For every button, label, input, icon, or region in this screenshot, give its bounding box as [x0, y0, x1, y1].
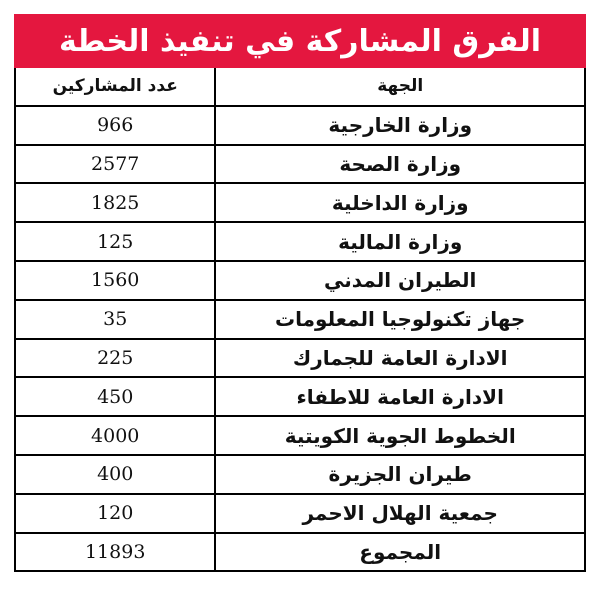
entity-name: طيران الجزيرة	[215, 455, 585, 494]
participant-count: 400	[15, 455, 215, 494]
table-row	[15, 183, 585, 222]
entity-name: جهاز تكنولوجيا المعلومات	[215, 300, 585, 339]
participant-count: 1825	[15, 183, 215, 222]
table-row	[15, 106, 585, 145]
entity-name: الادارة العامة للاطفاء	[215, 377, 585, 416]
total-label: المجموع	[215, 533, 585, 572]
participant-count: 125	[15, 222, 215, 261]
participant-count: 120	[15, 494, 215, 533]
participants-table	[14, 68, 586, 572]
table-row	[15, 300, 585, 339]
participant-count: 2577	[15, 145, 215, 184]
table-row	[15, 145, 585, 184]
entity-name: الطيران المدني	[215, 261, 585, 300]
header-participant-count: عدد المشاركين	[15, 68, 215, 106]
participant-count: 450	[15, 377, 215, 416]
table-row	[15, 377, 585, 416]
participant-count: 1560	[15, 261, 215, 300]
table-row	[15, 494, 585, 533]
total-row	[15, 533, 585, 572]
table-row	[15, 416, 585, 455]
entity-name: وزارة الداخلية	[215, 183, 585, 222]
entity-name: وزارة الخارجية	[215, 106, 585, 145]
participant-count: 4000	[15, 416, 215, 455]
total-count: 11893	[15, 533, 215, 572]
participant-count: 35	[15, 300, 215, 339]
table-row	[15, 455, 585, 494]
table-row	[15, 339, 585, 378]
entity-name: جمعية الهلال الاحمر	[215, 494, 585, 533]
table-row	[15, 261, 585, 300]
participant-count: 225	[15, 339, 215, 378]
entity-name: الخطوط الجوية الكويتية	[215, 416, 585, 455]
header-entity: الجهة	[215, 68, 585, 106]
entity-name: وزارة الصحة	[215, 145, 585, 184]
table-row	[15, 222, 585, 261]
participant-count: 966	[15, 106, 215, 145]
table-title: الفرق المشاركة في تنفيذ الخطة	[14, 14, 586, 68]
entity-name: الادارة العامة للجمارك	[215, 339, 585, 378]
header-row	[15, 68, 585, 106]
entity-name: وزارة المالية	[215, 222, 585, 261]
